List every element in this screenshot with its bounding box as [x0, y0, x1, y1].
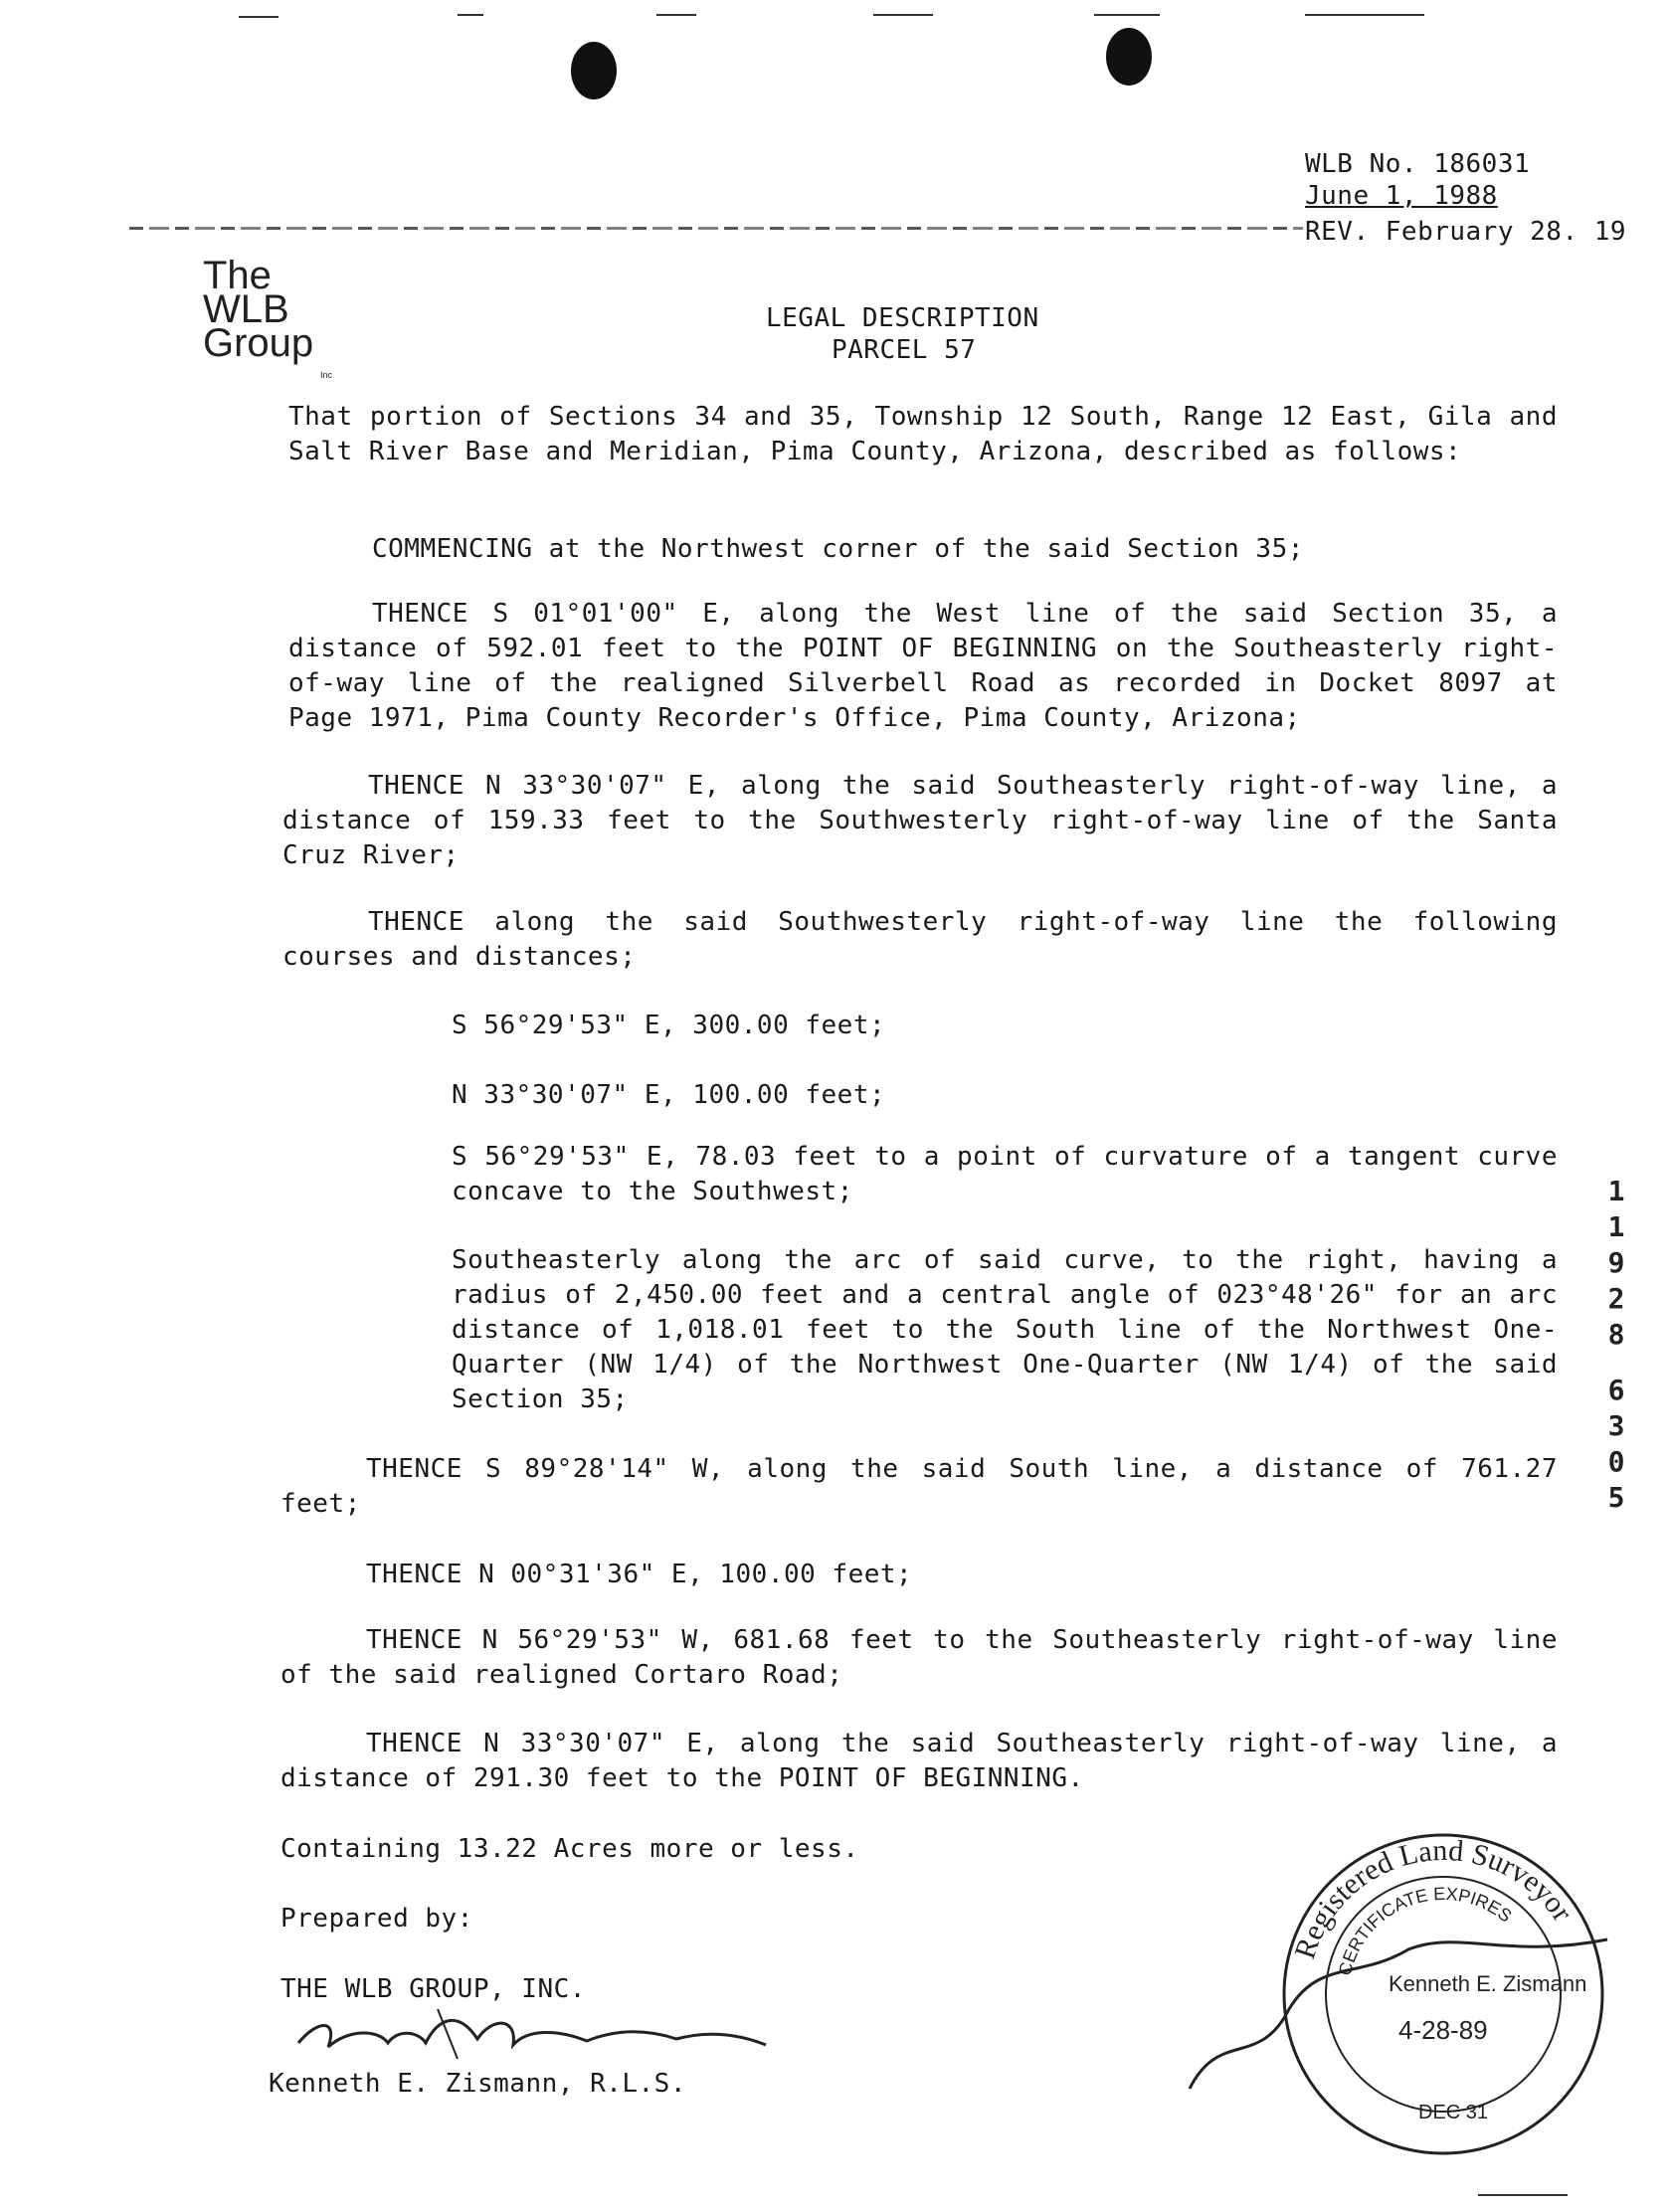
area-statement: Containing 13.22 Acres more or less.	[280, 1834, 859, 1864]
punch-hole	[1106, 28, 1152, 86]
side-digit: 6	[1607, 1374, 1625, 1406]
side-digit: 1	[1607, 1210, 1625, 1243]
scan-noise-line	[129, 227, 1303, 230]
course-paragraph-6: THENCE N 56°29'53" W, 681.68 feet to the Southeasterly right-of-way line of the said realigned Cortaro Road;	[280, 1625, 1558, 1690]
side-digit: 8	[1607, 1318, 1625, 1351]
svg-text:CERTIFICATE EXPIRES: CERTIFICATE EXPIRES	[1334, 1883, 1516, 1978]
logo-line-wlb: WLB	[203, 287, 289, 331]
course-item-1: S 56°29'53" E, 300.00 feet;	[452, 1011, 886, 1040]
side-digit: 9	[1607, 1246, 1625, 1279]
course-paragraph-3: THENCE along the said Southwesterly right-of-way line the following courses and distances;	[282, 907, 1558, 972]
top-rule	[239, 16, 278, 18]
side-digit: 5	[1607, 1481, 1625, 1514]
company-name: THE WLB GROUP, INC.	[280, 1974, 586, 2004]
logo-line-the: The	[203, 254, 272, 297]
course-item-3: S 56°29'53" E, 78.03 feet to a point of curvature of a tangent curve concave to the Southwest;	[452, 1142, 1558, 1206]
wlb-logo	[203, 254, 333, 380]
bottom-rule	[1478, 2194, 1568, 2196]
top-rule	[458, 14, 483, 16]
wlb-number: WLB No. 186031	[1305, 149, 1531, 179]
logo-line-group: Group	[203, 321, 314, 365]
svg-text:Kenneth E. Zismann: Kenneth E. Zismann	[1389, 1971, 1587, 1996]
side-digit: 1	[1607, 1175, 1625, 1207]
surveyor-seal	[1279, 1830, 1607, 2158]
side-digit: 0	[1607, 1445, 1625, 1478]
side-digit: 3	[1607, 1409, 1625, 1442]
course-paragraph-1: THENCE S 01°01'00" E, along the West line of the said Section 35, a distance of 592.01 feet to the POINT OF BEGINNING on the Southeasterly right-of-way line of the realigned Silverbell Road as recorded in Docket 8097 at Page 1971, Pima County Recorder's Office, Pima County, Arizona;	[288, 599, 1558, 733]
svg-text:Registered Land Surveyor: Registered Land Surveyor	[1288, 1833, 1579, 1963]
signature	[288, 1999, 776, 2069]
top-rule	[656, 14, 696, 16]
top-rule	[873, 14, 933, 16]
svg-text:DEC 31: DEC 31	[1418, 2102, 1489, 2123]
top-rule	[1094, 14, 1160, 16]
signer-name: Kenneth E. Zismann, R.L.S.	[269, 2069, 686, 2099]
punch-hole	[571, 42, 617, 99]
course-item-4: Southeasterly along the arc of said curve, to the right, having a radius of 2,450.00 feet and a central angle of 023°48'26" for an arc distance of 1,018.01 feet to the South line of the Northwest One-Quarter (NW 1/4) of the Northwest One-Quarter (NW 1/4) of the said Section 35;	[452, 1245, 1558, 1414]
parcel-title: PARCEL 57	[832, 335, 977, 365]
prepared-by-label: Prepared by:	[280, 1904, 473, 1934]
top-rule	[1305, 14, 1424, 16]
course-item-2: N 33°30'07" E, 100.00 feet;	[452, 1080, 886, 1110]
revision-date: REV. February 28. 19	[1305, 217, 1627, 247]
course-paragraph-5: THENCE N 00°31'36" E, 100.00 feet;	[366, 1560, 913, 1589]
document-title: LEGAL DESCRIPTION	[766, 303, 1039, 333]
side-document-number	[1601, 1174, 1631, 1516]
logo-suffix: Inc	[320, 370, 333, 380]
commencing-paragraph: COMMENCING at the Northwest corner of the said Section 35;	[372, 534, 1304, 564]
side-digit: 2	[1607, 1282, 1625, 1315]
course-paragraph-2: THENCE N 33°30'07" E, along the said Southeasterly right-of-way line, a distance of 159.33 feet to the Southwesterly right-of-way line of the Santa Cruz River;	[282, 771, 1558, 870]
header-date: June 1, 1988	[1305, 181, 1498, 211]
course-paragraph-7: THENCE N 33°30'07" E, along the said Southeasterly right-of-way line, a distance of 291.30 feet to the POINT OF BEGINNING.	[280, 1729, 1558, 1793]
intro-paragraph: That portion of Sections 34 and 35, Township 12 South, Range 12 East, Gila and Salt River Base and Meridian, Pima County, Arizona, described as follows:	[288, 402, 1558, 466]
svg-text:4-28-89: 4-28-89	[1398, 2015, 1488, 2045]
course-paragraph-4: THENCE S 89°28'14" W, along the said South line, a distance of 761.27 feet;	[280, 1454, 1558, 1519]
